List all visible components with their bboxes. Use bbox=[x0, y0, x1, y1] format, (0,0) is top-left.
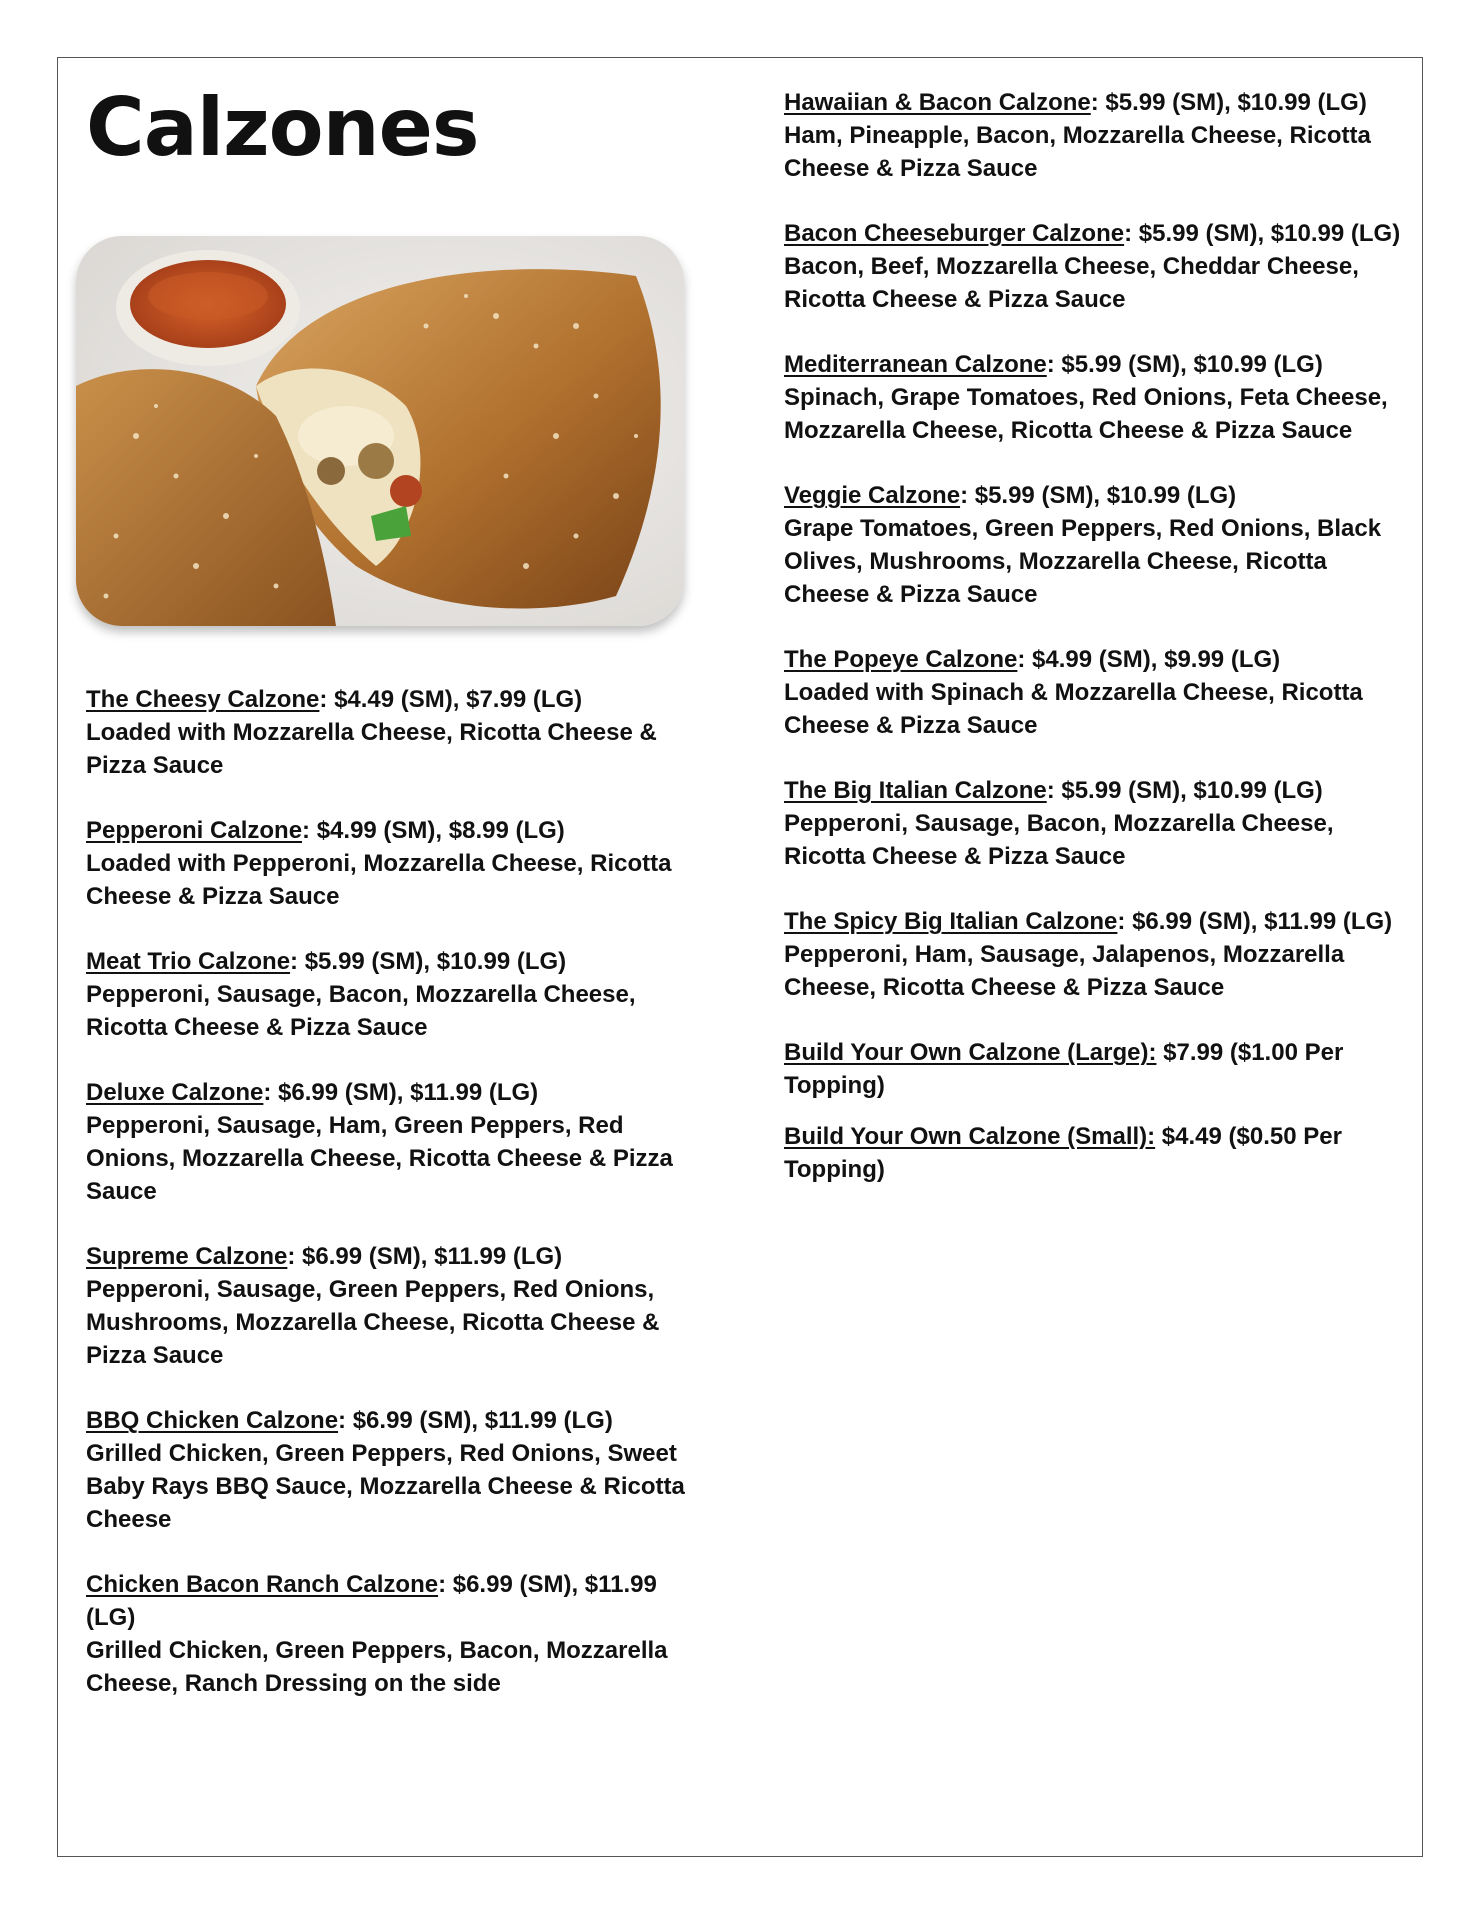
item-name: BBQ Chicken Calzone bbox=[86, 1407, 339, 1434]
item-description: Ham, Pineapple, Bacon, Mozzarella Cheese, Ricotta Cheese & Pizza Sauce bbox=[784, 122, 1371, 182]
item-description: Spinach, Grape Tomatoes, Red Onions, Feta Cheese, Mozzarella Cheese, Ricotta Cheese & Pizza Sauce bbox=[784, 384, 1388, 444]
item-name: Deluxe Calzone bbox=[86, 1079, 264, 1106]
item-name: Mediterranean Calzone bbox=[784, 351, 1047, 378]
item-price: : $4.99 (SM), $9.99 (LG) bbox=[1017, 646, 1281, 673]
menu-item bbox=[784, 1036, 1404, 1102]
item-description: Grilled Chicken, Green Peppers, Red Onions, Sweet Baby Rays BBQ Sauce, Mozzarella Cheese & Ricotta Cheese bbox=[86, 1440, 685, 1533]
menu-item bbox=[784, 905, 1404, 1004]
item-price: : $6.99 (SM), $11.99 (LG) bbox=[338, 1407, 613, 1434]
page-title: Calzones bbox=[86, 81, 479, 174]
item-name: The Cheesy Calzone bbox=[86, 686, 320, 713]
menu-column-right bbox=[784, 86, 1404, 1204]
item-name: Hawaiian & Bacon Calzone bbox=[784, 89, 1091, 116]
item-price: : $5.99 (SM), $10.99 (LG) bbox=[290, 948, 567, 975]
item-price: : $6.99 (SM), $11.99 (LG) bbox=[1117, 908, 1393, 935]
item-price: : $5.99 (SM), $10.99 (LG) bbox=[960, 482, 1237, 509]
item-description: Bacon, Beef, Mozzarella Cheese, Cheddar Cheese, Ricotta Cheese & Pizza Sauce bbox=[784, 253, 1359, 313]
item-name: The Popeye Calzone bbox=[784, 646, 1018, 673]
menu-item bbox=[86, 1568, 706, 1700]
item-price: : $5.99 (SM), $10.99 (LG) bbox=[1090, 89, 1367, 116]
item-price: $4.49 ($0.50 Per Topping) bbox=[784, 1123, 1342, 1183]
menu-item bbox=[784, 643, 1404, 742]
item-description: Pepperoni, Ham, Sausage, Jalapenos, Mozzarella Cheese, Ricotta Cheese & Pizza Sauce bbox=[784, 941, 1345, 1001]
item-description: Loaded with Pepperoni, Mozzarella Cheese, Ricotta Cheese & Pizza Sauce bbox=[86, 850, 672, 910]
item-description: Pepperoni, Sausage, Green Peppers, Red Onions, Mushrooms, Mozzarella Cheese, Ricotta Cheese & Pizza Sauce bbox=[86, 1276, 660, 1369]
item-name: Supreme Calzone bbox=[86, 1243, 288, 1270]
menu-item bbox=[86, 1076, 706, 1208]
menu-item bbox=[784, 774, 1404, 873]
item-name: Build Your Own Calzone (Small): bbox=[784, 1123, 1156, 1150]
menu-item bbox=[86, 1404, 706, 1536]
item-description: Loaded with Spinach & Mozzarella Cheese, Ricotta Cheese & Pizza Sauce bbox=[784, 679, 1363, 739]
menu-item bbox=[86, 1240, 706, 1372]
item-name: Build Your Own Calzone (Large): bbox=[784, 1039, 1157, 1066]
item-price: : $4.99 (SM), $8.99 (LG) bbox=[302, 817, 565, 844]
item-name: The Spicy Big Italian Calzone bbox=[784, 908, 1118, 935]
item-name: Meat Trio Calzone bbox=[86, 948, 291, 975]
item-description: Grape Tomatoes, Green Peppers, Red Onions, Black Olives, Mushrooms, Mozzarella Cheese, Ricotta Cheese & Pizza Sauce bbox=[784, 515, 1382, 608]
menu-column-left bbox=[86, 683, 706, 1732]
menu-item bbox=[784, 217, 1404, 316]
item-name: Veggie Calzone bbox=[784, 482, 961, 509]
item-name: Pepperoni Calzone bbox=[86, 817, 303, 844]
menu-item bbox=[86, 814, 706, 913]
item-name: The Big Italian Calzone bbox=[784, 777, 1047, 804]
item-price: : $5.99 (SM), $10.99 (LG) bbox=[1046, 351, 1323, 378]
menu-item bbox=[784, 1120, 1404, 1186]
item-price: : $5.99 (SM), $10.99 (LG) bbox=[1046, 777, 1323, 804]
item-price: : $6.99 (SM), $11.99 (LG) bbox=[86, 1571, 657, 1631]
menu-item bbox=[86, 683, 706, 782]
menu-item bbox=[784, 86, 1404, 185]
item-price: : $5.99 (SM), $10.99 (LG) bbox=[1124, 220, 1401, 247]
item-description: Pepperoni, Sausage, Ham, Green Peppers, Red Onions, Mozzarella Cheese, Ricotta Cheese & Pizza Sauce bbox=[86, 1112, 673, 1205]
item-name: Chicken Bacon Ranch Calzone bbox=[86, 1571, 439, 1598]
calzone-photo bbox=[76, 236, 684, 626]
item-price: : $4.49 (SM), $7.99 (LG) bbox=[319, 686, 583, 713]
menu-item bbox=[784, 348, 1404, 447]
menu-item bbox=[86, 945, 706, 1044]
menu-item bbox=[784, 479, 1404, 611]
item-description: Loaded with Mozzarella Cheese, Ricotta Cheese & Pizza Sauce bbox=[86, 719, 657, 779]
item-description: Pepperoni, Sausage, Bacon, Mozzarella Cheese, Ricotta Cheese & Pizza Sauce bbox=[86, 981, 636, 1041]
item-description: Pepperoni, Sausage, Bacon, Mozzarella Cheese, Ricotta Cheese & Pizza Sauce bbox=[784, 810, 1334, 870]
item-description: Grilled Chicken, Green Peppers, Bacon, Mozzarella Cheese, Ranch Dressing on the side bbox=[86, 1637, 668, 1697]
item-price: : $6.99 (SM), $11.99 (LG) bbox=[287, 1243, 563, 1270]
item-name: Bacon Cheeseburger Calzone bbox=[784, 220, 1125, 247]
item-price: : $6.99 (SM), $11.99 (LG) bbox=[263, 1079, 539, 1106]
item-price: $7.99 ($1.00 Per Topping) bbox=[784, 1039, 1344, 1099]
